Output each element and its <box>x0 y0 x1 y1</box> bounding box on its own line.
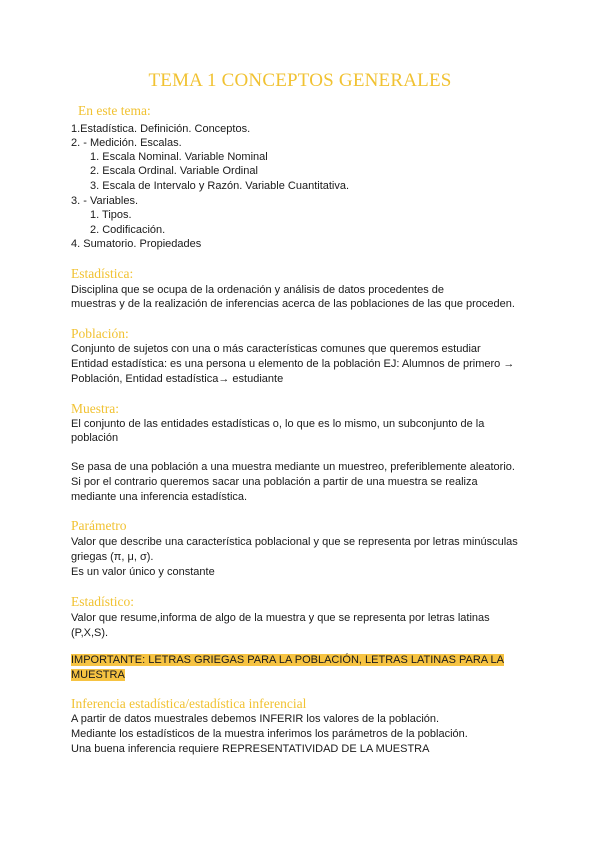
highlighted-text: MUESTRA <box>71 669 125 681</box>
paragraph-line: Población, Entidad estadística→ estudiante <box>71 373 284 385</box>
paragraph-line: población <box>71 432 119 444</box>
toc-item: 4. Sumatorio. Propiedades <box>71 238 202 250</box>
paragraph-line: Valor que describe una característica poblacional y que se representa por letras minúsculas <box>71 536 518 548</box>
toc-heading: En este tema: <box>78 103 151 118</box>
important-note <box>71 669 125 681</box>
toc-subitem: 1. Tipos. <box>90 209 132 221</box>
toc-subitem: 1. Escala Nominal. Variable Nominal <box>90 151 268 163</box>
section-heading-muestra: Muestra: <box>71 401 119 416</box>
document-title: TEMA 1 CONCEPTOS GENERALES <box>148 70 452 91</box>
paragraph-line: griegas (π, μ, σ). <box>71 551 154 563</box>
paragraph-line: Conjunto de sujetos con una o más características comunes que queremos estudiar <box>71 343 481 355</box>
toc-item: 2. - Medición. Escalas. <box>71 137 182 149</box>
paragraph-line: (P,X,S). <box>71 627 109 639</box>
important-note <box>71 654 504 666</box>
highlighted-text: IMPORTANTE: LETRAS GRIEGAS PARA LA POBLACIÓN, LETRAS LATINAS PARA LA <box>71 654 505 666</box>
section-heading-inferencia: Inferencia estadística/estadística inferencial <box>71 696 307 711</box>
paragraph-line: A partir de datos muestrales debemos INFERIR los valores de la población. <box>71 713 440 725</box>
toc-subitem: 3. Escala de Intervalo y Razón. Variable Cuantitativa. <box>90 180 350 192</box>
section-heading-estadistica: Estadística: <box>71 266 134 281</box>
paragraph-line: Mediante los estadísticos de la muestra inferimos los parámetros de la población. <box>71 728 468 740</box>
paragraph-line: Se pasa de una población a una muestra mediante un muestreo, preferiblemente aleatorio. <box>71 461 515 473</box>
section-heading-poblacion: Población: <box>71 326 129 341</box>
toc-subitem: 2. Codificación. <box>90 224 166 236</box>
paragraph-line: mediante una inferencia estadística. <box>71 491 248 503</box>
section-heading-estadistico: Estadístico: <box>71 594 134 609</box>
toc-subitem: 2. Escala Ordinal. Variable Ordinal <box>90 165 258 177</box>
paragraph-line: El conjunto de las entidades estadísticas o, lo que es lo mismo, un subconjunto de la <box>71 418 485 430</box>
paragraph-line: Si por el contrario queremos sacar una población a partir de una muestra se realiza <box>71 476 478 488</box>
paragraph-line: Entidad estadística: es una persona u elemento de la población EJ: Alumnos de primero → <box>71 358 515 370</box>
section-heading-parametro: Parámetro <box>71 518 127 533</box>
paragraph-line: Una buena inferencia requiere REPRESENTATIVIDAD DE LA MUESTRA <box>71 743 430 755</box>
paragraph-line: Disciplina que se ocupa de la ordenación y análisis de datos procedentes de <box>71 284 445 296</box>
toc-item: 3. - Variables. <box>71 195 139 207</box>
toc-item: 1.Estadística. Definición. Conceptos. <box>71 123 251 135</box>
paragraph-line: muestras y de la realización de inferencias acerca de las poblaciones de las que proceden. <box>71 298 515 310</box>
paragraph-line: Valor que resume,informa de algo de la muestra y que se representa por letras latinas <box>71 612 490 624</box>
paragraph-line: Es un valor único y constante <box>71 566 215 578</box>
